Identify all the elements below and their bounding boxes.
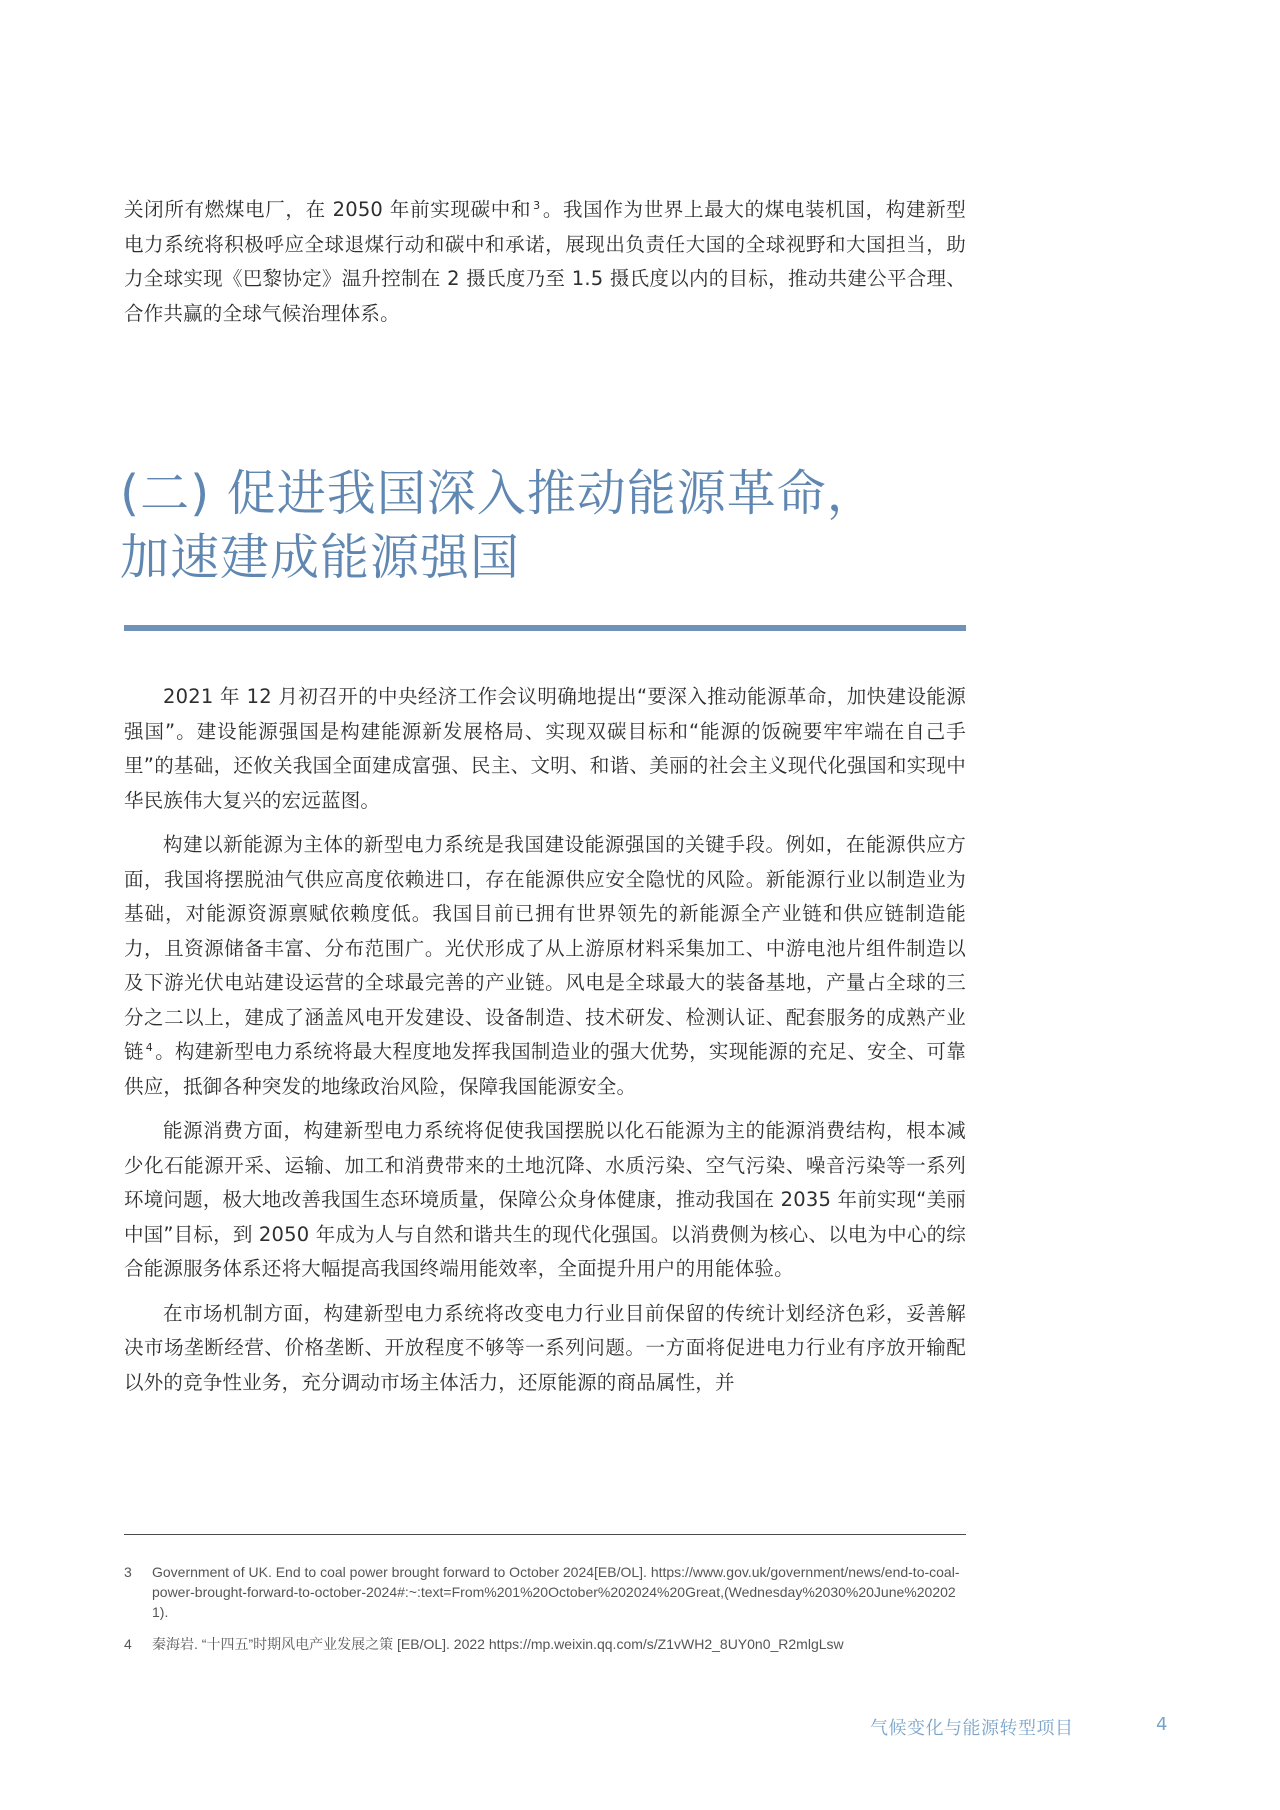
body-paragraph-3: 能源消费方面，构建新型电力系统将促使我国摆脱以化石能源为主的能源消费结构，根本减少化石能源开采、运输、加工和消费带来的土地沉降、水质污染、空气污染、噪音污染等一系列环境问题，极大地改善我国生态环境质量，保障公众身体健康，推动我国在 2035 年前实现“美丽中国”目标，到 2050 年成为人与自然和谐共生的现代化强国。以消费侧为核心、以电为中心的综合能源服务体系还将大幅提高我国终端用能效率，全面提升用户的用能体验。 bbox=[124, 1119, 966, 1280]
intro-paragraph: 关闭所有燃煤电厂，在 2050 年前实现碳中和 $^3$ 。我国作为世界上最大的煤电装机国，构建新型电力系统将积极呼应全球退煤行动和碳中和承诺，展现出负责任大国的全球视野和大国担当，助力全球实现《巴黎协定》温升控制在 2 摄氏度乃至 1.5 摄氏度以内的目标，推动共建公平合理、合作共赢的全球气候治理体系。 bbox=[124, 198, 967, 325]
footnote-text[interactable]: 秦海岩. “十四五”时期风电产业发展之策 [EB/OL]. 2022 https://mp.weixin.qq.com/s/Z1vWH2_8UY0n0_R2mlgLsw bbox=[152, 1636, 844, 1652]
body-paragraph-1: 2021 年 12 月初召开的中央经济工作会议明确地提出“要深入推动能源革命，加快建设能源强国”。建设能源强国是构建能源新发展格局、实现双碳目标和“能源的饭碗要牢牢端在自己手里”的基础，还攸关我国全面建成富强、民主、文明、和谐、美丽的社会主义现代化强国和实现中华民族伟大复兴的宏远蓝图。 bbox=[124, 685, 966, 812]
footnote-number: 4 bbox=[124, 1636, 132, 1652]
body-paragraph-2: 构建以新能源为主体的新型电力系统是我国建设能源强国的关键手段。例如，在能源供应方面，我国将摆脱油气供应高度依赖进口，存在能源供应安全隐忧的风险。新能源行业以制造业为基础，对能源资源禀赋依赖度低。我国目前已拥有世界领先的新能源全产业链和供应链制造能力，且资源储备丰富、分布范围广。光伏形成了从上游原材料采集加工、中游电池片组件制造以及下游光伏电站建设运营的全球最完善的产业链。风电是全球最大的装备基地，产量占全球的三分之二以上，建成了涵盖风电开发建设、设备制造、技术研发、检测认证、配套服务的成熟产业链 $^4$ 。构建新型电力系统将最大程度地发挥我国制造业的强大优势，实现能源的充足、安全、可靠供应，抵御各种突发的地缘政治风险，保障我国能源安全。 bbox=[124, 833, 966, 1098]
heading-divider bbox=[124, 625, 966, 631]
footnote-ref-4[interactable]: 4 bbox=[145, 1040, 153, 1054]
body-paragraph-4: 在市场机制方面，构建新型电力系统将改变电力行业目前保留的传统计划经济色彩，妥善解决市场垄断经营、价格垄断、开放程度不够等一系列问题。一方面将促进电力行业有序放开输配以外的竞争性业务，充分调动市场主体活力，还原能源的商品属性，并 bbox=[124, 1301, 966, 1394]
footnote-text[interactable]: Government of UK. End to coal power brought forward to October 2024[EB/OL]. https://www.gov.uk/government/news/end-to-coal-power-brought-forward-to-october-2024#:~:text=From%201%20October%202024%20Great,(Wednesday%2030%20June%202021). bbox=[152, 1564, 960, 1620]
section-heading-line-2: 加速建成能源强国 bbox=[120, 529, 521, 586]
footnote-divider bbox=[124, 1534, 966, 1535]
footnote-4 bbox=[124, 1634, 966, 1654]
footnote-ref-3[interactable]: 3 bbox=[533, 198, 541, 212]
footer-title: 气候变化与能源转型项目 bbox=[870, 1718, 1074, 1739]
footnote-3 bbox=[124, 1562, 966, 1622]
section-body bbox=[124, 680, 966, 1400]
footnote-number: 3 bbox=[124, 1564, 132, 1580]
footnotes bbox=[124, 1562, 966, 1666]
intro-section bbox=[124, 193, 966, 331]
section-heading-line-1: (二) 促进我国深入推动能源革命， bbox=[120, 465, 877, 522]
page-number: 4 bbox=[1156, 1714, 1168, 1735]
section-heading bbox=[120, 462, 970, 590]
